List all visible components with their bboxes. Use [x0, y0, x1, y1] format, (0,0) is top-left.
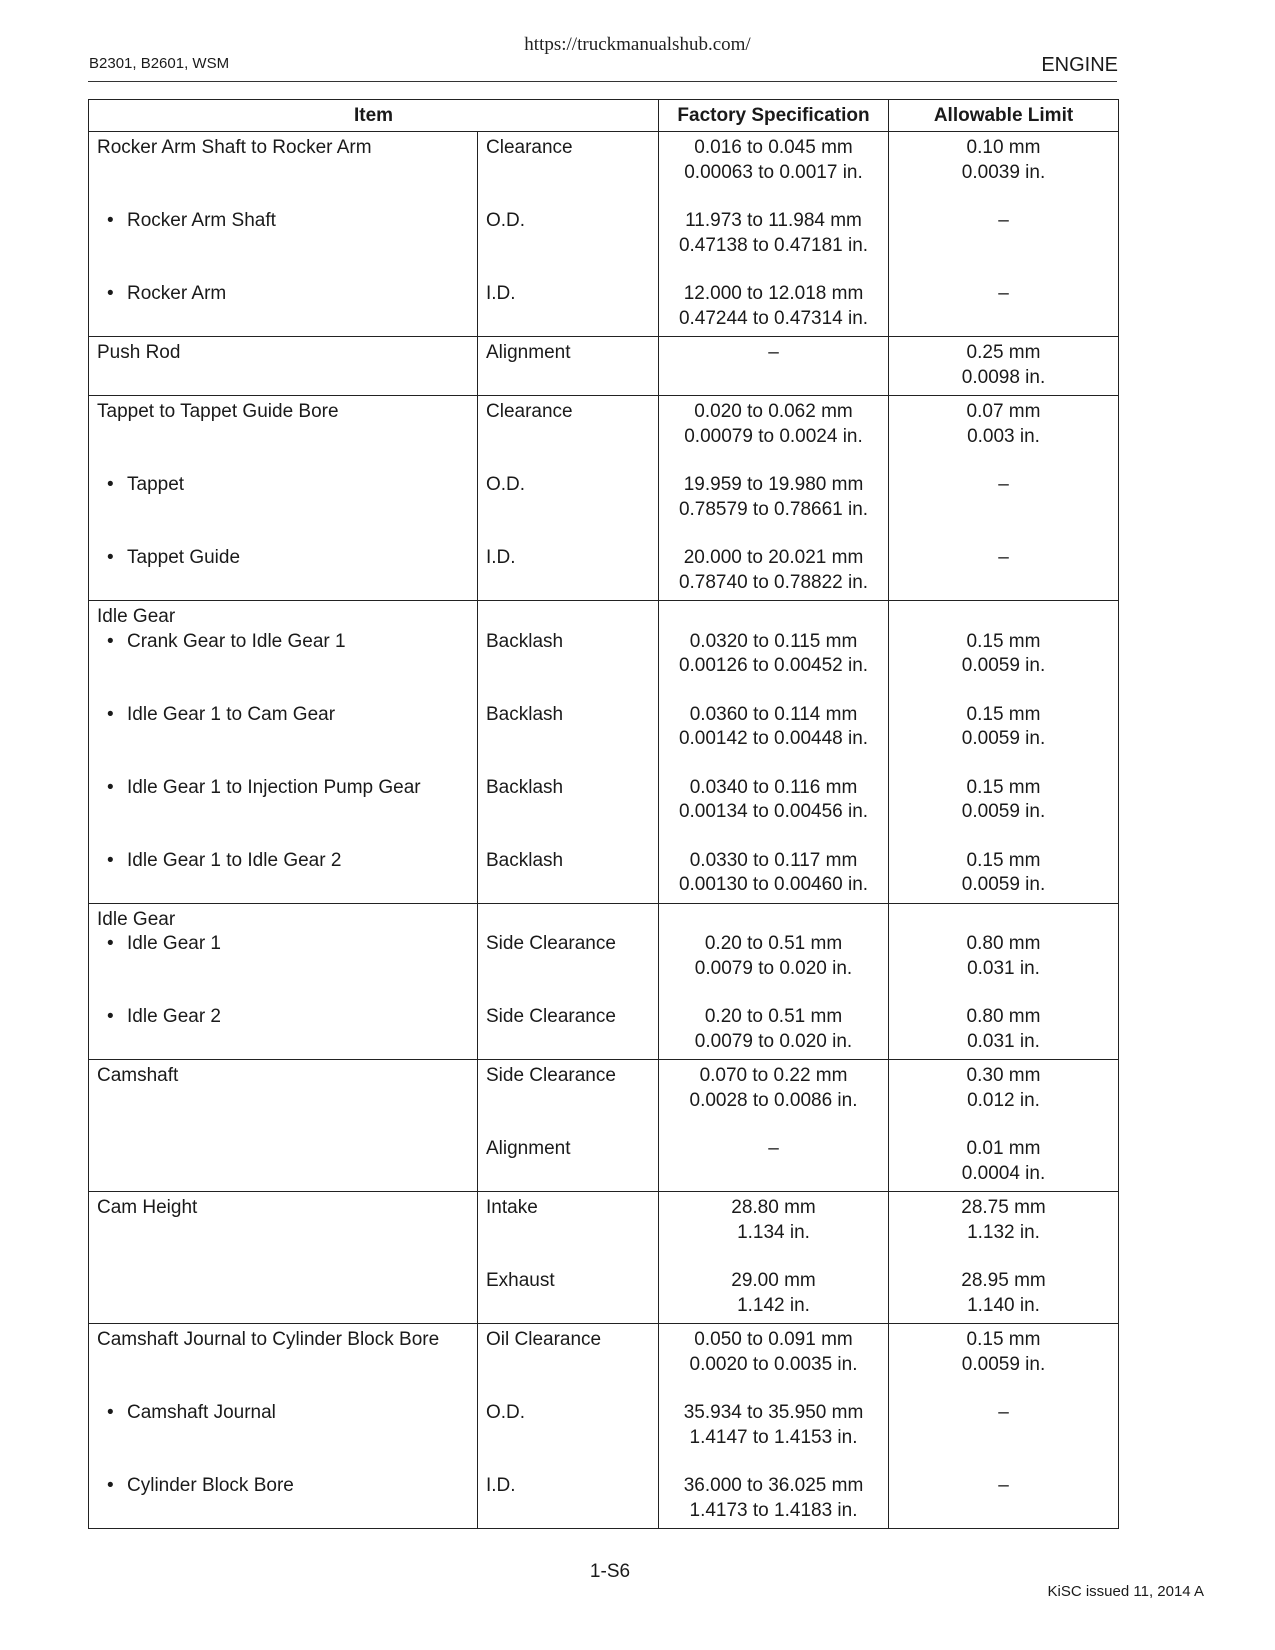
measurement-cell	[478, 337, 659, 396]
item-text: Idle Gear 1 to Idle Gear 2	[127, 849, 342, 871]
measurement-label: I.D.	[486, 547, 516, 568]
spec-mm: 0.20 to 0.51 mm	[704, 933, 843, 954]
item-label	[89, 703, 477, 728]
spec-in: 0.00134 to 0.00456 in.	[678, 801, 869, 822]
item-text: Cylinder Block Bore	[127, 1475, 294, 1496]
spacer-line	[89, 957, 477, 982]
spacer-line	[478, 234, 658, 259]
spacer-line	[478, 654, 658, 679]
limit-in: 0.012 in.	[967, 1089, 1040, 1111]
spacer-line	[89, 1030, 477, 1055]
measurement-label: Oil Clearance	[486, 1329, 602, 1350]
limit-in	[889, 1499, 1118, 1524]
allowable-limit-cell	[889, 1060, 1119, 1192]
spacer-line	[89, 234, 477, 259]
limit-mm: –	[998, 1402, 1009, 1423]
measurement-label: Side Clearance	[486, 1065, 616, 1086]
spec-mm: 0.0360 to 0.114 mm	[689, 703, 858, 725]
item-label: Camshaft Journal to Cylinder Block Bore	[97, 1329, 440, 1350]
spacer-line	[89, 1426, 477, 1451]
limit-mm: 0.25 mm	[966, 342, 1041, 363]
item-label	[89, 849, 477, 874]
measurement-label: O.D.	[486, 210, 526, 231]
factory-spec-cell	[659, 337, 889, 396]
table-row	[89, 132, 1119, 337]
limit-in: 0.0059 in.	[961, 728, 1046, 749]
bullet-icon: •	[107, 1006, 114, 1027]
allowable-limit-cell	[889, 601, 1119, 904]
allowable-limit-cell	[889, 1324, 1119, 1529]
spacer-line	[89, 873, 477, 898]
limit-in: 0.003 in.	[967, 425, 1040, 447]
spec-mm: 36.000 to 36.025 mm	[683, 1475, 864, 1496]
limit-mm: 0.07 mm	[966, 401, 1041, 422]
measurement-label: Side Clearance	[486, 933, 616, 954]
allowable-limit-column-header: Allowable Limit	[889, 100, 1119, 132]
limit-mm: 0.10 mm	[966, 137, 1041, 158]
spacer-line	[89, 1221, 477, 1246]
section-title: ENGINE	[1041, 54, 1118, 76]
spacer-line	[89, 425, 477, 450]
allowable-limit-cell	[889, 396, 1119, 601]
spacer-line	[89, 1162, 477, 1187]
spacer-line	[478, 1294, 658, 1319]
spec-mm: 0.20 to 0.51 mm	[704, 1006, 843, 1027]
spec-in: 0.0028 to 0.0086 in.	[689, 1089, 858, 1111]
bullet-icon: •	[107, 1402, 114, 1423]
item-label	[89, 1401, 477, 1426]
limit-mm: 0.15 mm	[966, 703, 1041, 725]
item-text: Rocker Arm	[127, 283, 227, 304]
limit-mm: –	[998, 210, 1009, 231]
spec-mm: 0.016 to 0.045 mm	[694, 137, 853, 158]
bullet-icon: •	[107, 474, 114, 495]
spec-in: 1.4173 to 1.4183 in.	[689, 1499, 858, 1521]
table-row	[89, 1060, 1119, 1192]
limit-mm: 28.75 mm	[961, 1197, 1046, 1218]
table-row	[89, 903, 1119, 1060]
limit-mm: 0.01 mm	[966, 1138, 1041, 1159]
limit-mm: 0.15 mm	[966, 630, 1041, 652]
spacer-line	[478, 307, 658, 332]
spec-in: 0.00130 to 0.00460 in.	[678, 874, 869, 895]
spec-in: 0.78579 to 0.78661 in.	[678, 498, 869, 520]
factory-spec-cell	[659, 132, 889, 337]
issue-date: KiSC issued 11, 2014 A	[1047, 1583, 1204, 1600]
spec-in: 0.00079 to 0.0024 in.	[684, 425, 863, 447]
measurement-label: Exhaust	[486, 1270, 555, 1291]
table-row	[89, 1324, 1119, 1529]
spacer-line	[478, 908, 658, 933]
item-cell	[89, 1192, 478, 1324]
spacer-line	[478, 366, 658, 391]
measurement-label: O.D.	[486, 474, 526, 495]
spec-mm: 0.070 to 0.22 mm	[699, 1065, 848, 1086]
measurement-cell	[478, 1192, 659, 1324]
limit-mm: –	[998, 283, 1009, 304]
limit-in	[889, 234, 1118, 259]
spec-in: 0.78740 to 0.78822 in.	[678, 571, 869, 593]
table-row	[89, 396, 1119, 601]
item-label: Rocker Arm Shaft to Rocker Arm	[97, 137, 372, 158]
spacer-line	[89, 571, 477, 596]
spec-mm: –	[768, 1138, 779, 1159]
header-divider	[88, 81, 1117, 82]
allowable-limit-cell	[889, 903, 1119, 1060]
item-text: Crank Gear to Idle Gear 1	[127, 630, 346, 652]
measurement-label: Side Clearance	[486, 1006, 616, 1027]
item-text: Idle Gear 1 to Cam Gear	[127, 703, 336, 725]
specification-table	[88, 99, 1119, 1529]
spacer-line	[89, 654, 477, 679]
item-text: Camshaft Journal	[127, 1402, 276, 1423]
measurement-label: O.D.	[486, 1402, 526, 1423]
measurement-cell	[478, 903, 659, 1060]
item-cell	[89, 601, 478, 904]
limit-mm: 0.15 mm	[966, 776, 1041, 798]
spec-mm: 35.934 to 35.950 mm	[683, 1402, 864, 1423]
spacer-line	[89, 1353, 477, 1378]
limit-in	[889, 1426, 1118, 1451]
spec-mm: 11.973 to 11.984 mm	[685, 210, 862, 231]
spec-in	[659, 366, 888, 391]
bullet-icon: •	[107, 210, 114, 231]
spec-in: 0.00142 to 0.00448 in.	[678, 728, 869, 749]
item-label	[89, 1137, 477, 1162]
measurement-label: Backlash	[486, 776, 564, 798]
spacer-line	[478, 1089, 658, 1114]
document-id: B2301, B2601, WSM	[89, 55, 230, 72]
spec-mm: 12.000 to 12.018 mm	[683, 283, 864, 304]
item-label	[89, 630, 477, 655]
item-label	[89, 209, 477, 234]
limit-mm: –	[998, 474, 1009, 495]
spacer-line	[478, 1353, 658, 1378]
item-label: Cam Height	[97, 1197, 198, 1218]
limit-in	[889, 571, 1118, 596]
spacer-line	[478, 605, 658, 630]
limit-mm: 0.30 mm	[966, 1065, 1041, 1086]
limit-in	[889, 307, 1118, 332]
factory-spec-column-header: Factory Specification	[659, 100, 889, 132]
spacer-line	[659, 605, 888, 630]
spec-in: 0.0079 to 0.020 in.	[694, 957, 853, 979]
measurement-cell	[478, 396, 659, 601]
limit-mm: 0.80 mm	[966, 1006, 1041, 1027]
item-label	[89, 776, 477, 801]
bullet-icon: •	[107, 547, 114, 568]
item-text: Rocker Arm Shaft	[127, 210, 276, 231]
spacer-line	[478, 425, 658, 450]
bullet-icon: •	[107, 283, 114, 304]
spec-in: 0.0020 to 0.0035 in.	[689, 1353, 858, 1375]
spec-in: 1.134 in.	[737, 1221, 810, 1243]
spacer-line	[478, 1221, 658, 1246]
spec-in: 0.47244 to 0.47314 in.	[678, 307, 869, 329]
spec-mm: 0.0330 to 0.117 mm	[689, 849, 858, 871]
spacer-line	[478, 727, 658, 752]
spec-mm: 28.80 mm	[731, 1197, 816, 1218]
limit-mm: –	[998, 547, 1009, 568]
limit-mm: –	[998, 1475, 1009, 1496]
item-cell	[89, 132, 478, 337]
measurement-cell	[478, 601, 659, 904]
spacer-line	[89, 1499, 477, 1524]
allowable-limit-cell	[889, 337, 1119, 396]
table-header-row	[89, 100, 1119, 132]
spacer-line	[478, 1426, 658, 1451]
bullet-icon: •	[107, 1475, 114, 1496]
measurement-label: I.D.	[486, 283, 516, 304]
spacer-line	[478, 957, 658, 982]
measurement-cell	[478, 1060, 659, 1192]
item-column-header: Item	[89, 100, 659, 132]
spacer-line	[478, 1499, 658, 1524]
spacer-line	[89, 366, 477, 391]
spec-in: 0.00063 to 0.0017 in.	[684, 161, 863, 183]
spacer-line	[89, 161, 477, 186]
factory-spec-cell	[659, 903, 889, 1060]
measurement-label: I.D.	[486, 1475, 516, 1496]
item-label: Tappet to Tappet Guide Bore	[97, 401, 339, 422]
item-text: Tappet	[127, 474, 185, 495]
item-label	[89, 1269, 477, 1294]
spec-mm: 29.00 mm	[731, 1270, 816, 1291]
bullet-icon: •	[107, 630, 114, 652]
spacer-line	[478, 571, 658, 596]
spec-in: 0.00126 to 0.00452 in.	[678, 655, 869, 676]
factory-spec-cell	[659, 1324, 889, 1529]
spacer-line	[659, 908, 888, 933]
allowable-limit-cell	[889, 132, 1119, 337]
limit-in: 1.132 in.	[967, 1221, 1040, 1243]
item-cell	[89, 1324, 478, 1529]
spacer-line	[478, 1162, 658, 1187]
measurement-label: Backlash	[486, 703, 564, 725]
limit-mm: 0.15 mm	[966, 1329, 1041, 1350]
measurement-label: Intake	[486, 1197, 538, 1218]
page-number: 1-S6	[589, 1561, 631, 1582]
item-text: Idle Gear 1	[127, 933, 221, 954]
item-label	[89, 932, 477, 957]
item-label	[89, 546, 477, 571]
spec-in: 0.47138 to 0.47181 in.	[678, 234, 869, 256]
limit-in: 1.140 in.	[967, 1294, 1040, 1316]
limit-in: 0.0059 in.	[961, 655, 1046, 676]
spacer-line	[89, 800, 477, 825]
limit-mm: 0.80 mm	[966, 933, 1041, 954]
measurement-cell	[478, 132, 659, 337]
limit-in: 0.0004 in.	[961, 1162, 1046, 1184]
source-url: https://truckmanualshub.com/	[524, 34, 751, 55]
measurement-label: Alignment	[486, 342, 571, 363]
spec-mm: –	[768, 342, 779, 363]
item-cell	[89, 396, 478, 601]
measurement-cell	[478, 1324, 659, 1529]
spacer-line	[478, 800, 658, 825]
spec-in: 1.142 in.	[737, 1294, 810, 1316]
item-text: Idle Gear 1 to Injection Pump Gear	[127, 776, 421, 798]
bullet-icon: •	[107, 933, 114, 954]
item-label	[89, 1474, 477, 1499]
spacer-line	[89, 727, 477, 752]
spacer-line	[89, 498, 477, 523]
limit-in: 0.0059 in.	[961, 801, 1046, 822]
spacer-line	[89, 1294, 477, 1319]
factory-spec-cell	[659, 1060, 889, 1192]
item-cell	[89, 337, 478, 396]
limit-in: 0.031 in.	[967, 1030, 1040, 1052]
limit-in: 0.0098 in.	[961, 366, 1046, 388]
bullet-icon: •	[107, 703, 114, 725]
spec-mm: 20.000 to 20.021 mm	[683, 547, 864, 568]
table-body	[89, 132, 1119, 1529]
bullet-icon: •	[107, 776, 114, 798]
item-label	[89, 282, 477, 307]
limit-in: 0.0059 in.	[961, 874, 1046, 895]
spec-mm: 0.0340 to 0.116 mm	[689, 776, 858, 798]
measurement-label: Clearance	[486, 137, 573, 158]
factory-spec-cell	[659, 601, 889, 904]
spec-in: 1.4147 to 1.4153 in.	[689, 1426, 858, 1448]
group-heading: Idle Gear	[97, 606, 176, 627]
spec-mm: 0.050 to 0.091 mm	[694, 1329, 853, 1350]
spacer-line	[478, 498, 658, 523]
spec-in: 0.0079 to 0.020 in.	[694, 1030, 853, 1052]
item-label	[89, 473, 477, 498]
item-cell	[89, 1060, 478, 1192]
item-label	[89, 1005, 477, 1030]
item-label: Camshaft	[97, 1065, 179, 1086]
spacer-line	[889, 605, 1118, 630]
limit-in: 0.031 in.	[967, 957, 1040, 979]
factory-spec-cell	[659, 396, 889, 601]
group-heading: Idle Gear	[97, 908, 176, 930]
spec-mm: 19.959 to 19.980 mm	[683, 474, 864, 495]
limit-in: 0.0059 in.	[961, 1353, 1046, 1375]
spacer-line	[889, 908, 1118, 933]
spacer-line	[478, 1030, 658, 1055]
limit-in: 0.0039 in.	[961, 161, 1046, 183]
spec-mm: 0.020 to 0.062 mm	[694, 401, 853, 422]
spacer-line	[478, 161, 658, 186]
item-cell	[89, 903, 478, 1060]
measurement-label: Clearance	[486, 401, 573, 422]
spacer-line	[89, 307, 477, 332]
limit-in	[889, 498, 1118, 523]
spacer-line	[89, 1089, 477, 1114]
bullet-icon: •	[107, 849, 114, 871]
measurement-label: Alignment	[486, 1138, 571, 1159]
table-row	[89, 601, 1119, 904]
spec-in	[659, 1162, 888, 1187]
table-row	[89, 337, 1119, 396]
item-text: Tappet Guide	[127, 547, 241, 568]
limit-mm: 0.15 mm	[966, 849, 1041, 871]
table-row	[89, 1192, 1119, 1324]
allowable-limit-cell	[889, 1192, 1119, 1324]
limit-mm: 28.95 mm	[961, 1270, 1046, 1291]
measurement-label: Backlash	[486, 630, 564, 652]
factory-spec-cell	[659, 1192, 889, 1324]
measurement-label: Backlash	[486, 849, 564, 871]
item-text: Idle Gear 2	[127, 1006, 221, 1027]
item-label: Push Rod	[97, 342, 181, 363]
spec-mm: 0.0320 to 0.115 mm	[689, 630, 858, 652]
spacer-line	[478, 873, 658, 898]
